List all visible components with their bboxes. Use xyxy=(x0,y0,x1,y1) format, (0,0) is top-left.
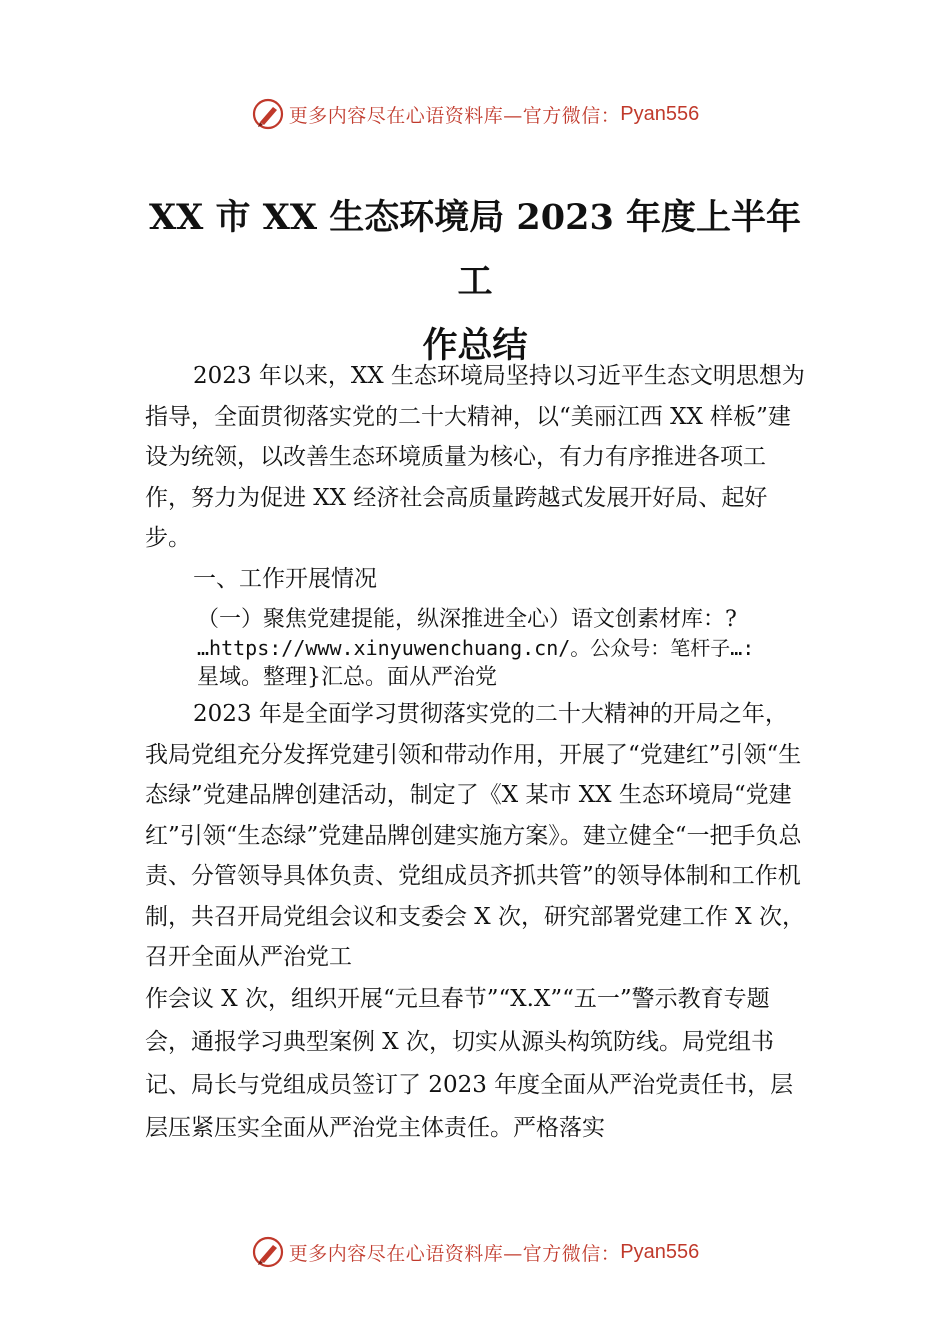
section-heading: 一、工作开展情况 xyxy=(193,565,377,592)
footer-banner xyxy=(0,1232,950,1272)
subsection-line-2: …https://www.xinyuwenchuang.cn/。公众号：笔杆子…: xyxy=(197,636,755,660)
document-body xyxy=(145,356,810,1150)
title-line-1: XX 市 XX 生态环境局 2023 年度上半年工 xyxy=(149,197,801,302)
header-banner xyxy=(0,94,950,134)
subsection-heading xyxy=(197,605,810,692)
pen-logo-icon xyxy=(251,1235,285,1269)
banner-account: Pyan556 xyxy=(620,1240,700,1263)
intro-paragraph: 2023 年以来，XX 生态环境局坚持以习近平生态文明思想为指导，全面贯彻落实党的二十大精神，以“美丽江西 XX 样板”建设为统领，以改善生态环境质量为核心，有力有序推进各项工作，努力为促进 XX 经济社会高质量跨越式发展开好局、起好步。 xyxy=(145,363,805,551)
body-paragraph: 2023 年是全面学习贯彻落实党的二十大精神的开局之年，我局党组充分发挥党建引领和带动作用，开展了“党建红”引领“生态绿”党建品牌创建活动，制定了《X 某市 XX 生态环境局“党建红”引领“生态绿”党建品牌创建实施方案》。建立健全“一把手负总责、分管领导具体负责、党组成员齐抓共管”的领导体制和工作机制，共召开局党组会议和支委会 X 次，研究部署党建工作 X 次，召开全面从严治党工 xyxy=(145,701,805,970)
title-line-2: 作总结 xyxy=(422,325,528,366)
subsection-line-1: （一）聚焦党建提能，纵深推进全心）语文创素材库：? xyxy=(197,607,737,632)
document-title xyxy=(145,186,805,378)
subsection-line-3: 星域。整理}汇总。面从严治党 xyxy=(197,665,497,690)
banner-text: 更多内容尽在心语资料库—官方微信： xyxy=(288,1242,621,1265)
banner-account: Pyan556 xyxy=(620,102,700,125)
continued-paragraph: 作会议 X 次，组织开展“元旦春节”“X.X”“五一”警示教育专题会，通报学习典型案例 X 次，切实从源头构筑防线。局党组书记、局长与党组成员签订了 2023 年度全面从严治党责任书，层层压紧压实全面从严治党主体责任。严格落实 xyxy=(145,985,794,1141)
banner-text: 更多内容尽在心语资料库—官方微信： xyxy=(288,104,621,127)
pen-logo-icon xyxy=(251,97,285,131)
